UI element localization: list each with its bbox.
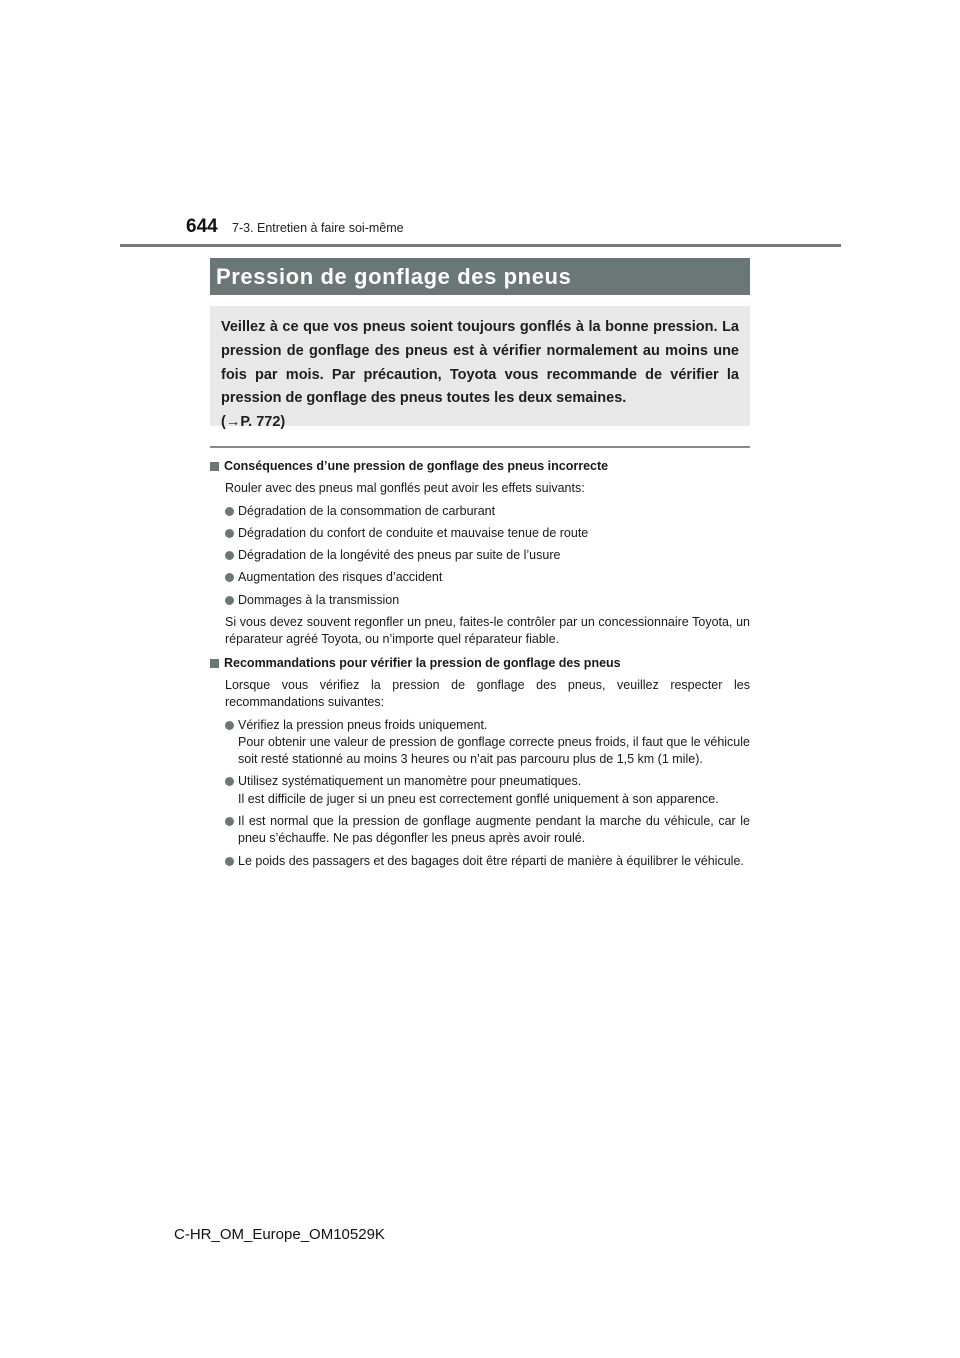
page-title: Pression de gonflage des pneus [216, 263, 572, 289]
body-rule [210, 446, 750, 448]
square-bullet-icon [210, 462, 219, 471]
round-bullet-icon [225, 596, 234, 605]
section-lead: Rouler avec des pneus mal gonflés peut avoir les effets suivants: [225, 481, 585, 496]
list-item [210, 773, 750, 808]
arrow-right-icon: → [225, 414, 241, 431]
list-item [210, 503, 750, 520]
section-heading-consequences [210, 458, 750, 475]
header-rule [120, 244, 841, 247]
list-item-title: Il est normal que la pression de gonflage augmente pendant la marche du véhicule, car le pneu s’échauffe. Ne pas dégonfler les pneus après avoir roulé. [238, 814, 750, 846]
round-bullet-icon [225, 507, 234, 516]
ref-text: P. 772) [240, 414, 286, 431]
list-item [210, 717, 750, 769]
list-item-text: Dégradation du confort de conduite et mauvaise tenue de route [238, 525, 589, 540]
section-heading-text: Recommandations pour vérifier la pression de gonflage des pneus [224, 655, 621, 670]
list-item-text: Dégradation de la longévité des pneus par suite de l’usure [238, 548, 561, 563]
round-bullet-icon [225, 857, 234, 866]
ref-open: ( [221, 414, 226, 431]
square-bullet-icon [210, 659, 219, 668]
round-bullet-icon [225, 721, 234, 730]
section-heading-text: Conséquences d’une pression de gonflage des pneus incorrecte [224, 459, 609, 473]
list-item [210, 853, 750, 870]
round-bullet-icon [225, 817, 234, 826]
round-bullet-icon [225, 551, 234, 560]
footer-doc-code: C-HR_OM_Europe_OM10529K [174, 1226, 385, 1243]
round-bullet-icon [225, 529, 234, 538]
list-item-detail: Pour obtenir une valeur de pression de gonflage correcte pneus froids, il faut que le véhicule soit resté stationné au moins 3 heures ou n’ait pas parcouru plus de 1,5 km (1 mile). [238, 734, 750, 767]
section-lead: Lorsque vous vérifiez la pression de gonflage des pneus, veuillez respecter les recommandations suivantes: [225, 677, 750, 710]
round-bullet-icon [225, 777, 234, 786]
list-item-text: Dégradation de la consommation de carburant [238, 503, 496, 518]
section-heading-recommendations [210, 655, 750, 672]
round-bullet-icon [225, 573, 234, 582]
intro-body: Veillez à ce que vos pneus soient toujours gonflés à la bonne pression. La pression de gonflage des pneus est à vérifier normalement au moins une fois par mois. Par précaution, Toyota vous recommande de vérifier la pression de gonflage des pneus toutes les deux semaines. [221, 319, 739, 407]
list-item [210, 813, 750, 848]
list-item [210, 525, 750, 542]
page-reference[interactable] [221, 414, 285, 430]
section-closing: Si vous devez souvent regonfler un pneu, faites-le contrôler par un concessionnaire Toyota, un réparateur agréé Toyota, ou n’importe quel réparateur fiable. [225, 615, 750, 647]
page-number: 644 [186, 216, 218, 237]
intro-text [221, 316, 739, 435]
list-item-detail: Il est difficile de juger si un pneu est correctement gonflé uniquement à son apparence. [238, 791, 719, 806]
section-path: 7-3. Entretien à faire soi-même [232, 221, 404, 235]
title-bar [210, 258, 750, 295]
list-item [210, 592, 750, 609]
list-item [210, 569, 750, 586]
content [210, 456, 750, 870]
list-item [210, 547, 750, 564]
list-item-title: Vérifiez la pression pneus froids uniquement. [238, 717, 488, 732]
list-item-title: Le poids des passagers et des bagages doit être réparti de manière à équilibrer le véhicule. [238, 853, 744, 868]
list-item-text: Augmentation des risques d’accident [238, 570, 443, 585]
intro-box [210, 306, 750, 431]
list-item-title: Utilisez systématiquement un manomètre pour pneumatiques. [238, 774, 582, 789]
list-item-text: Dommages à la transmission [238, 592, 400, 607]
